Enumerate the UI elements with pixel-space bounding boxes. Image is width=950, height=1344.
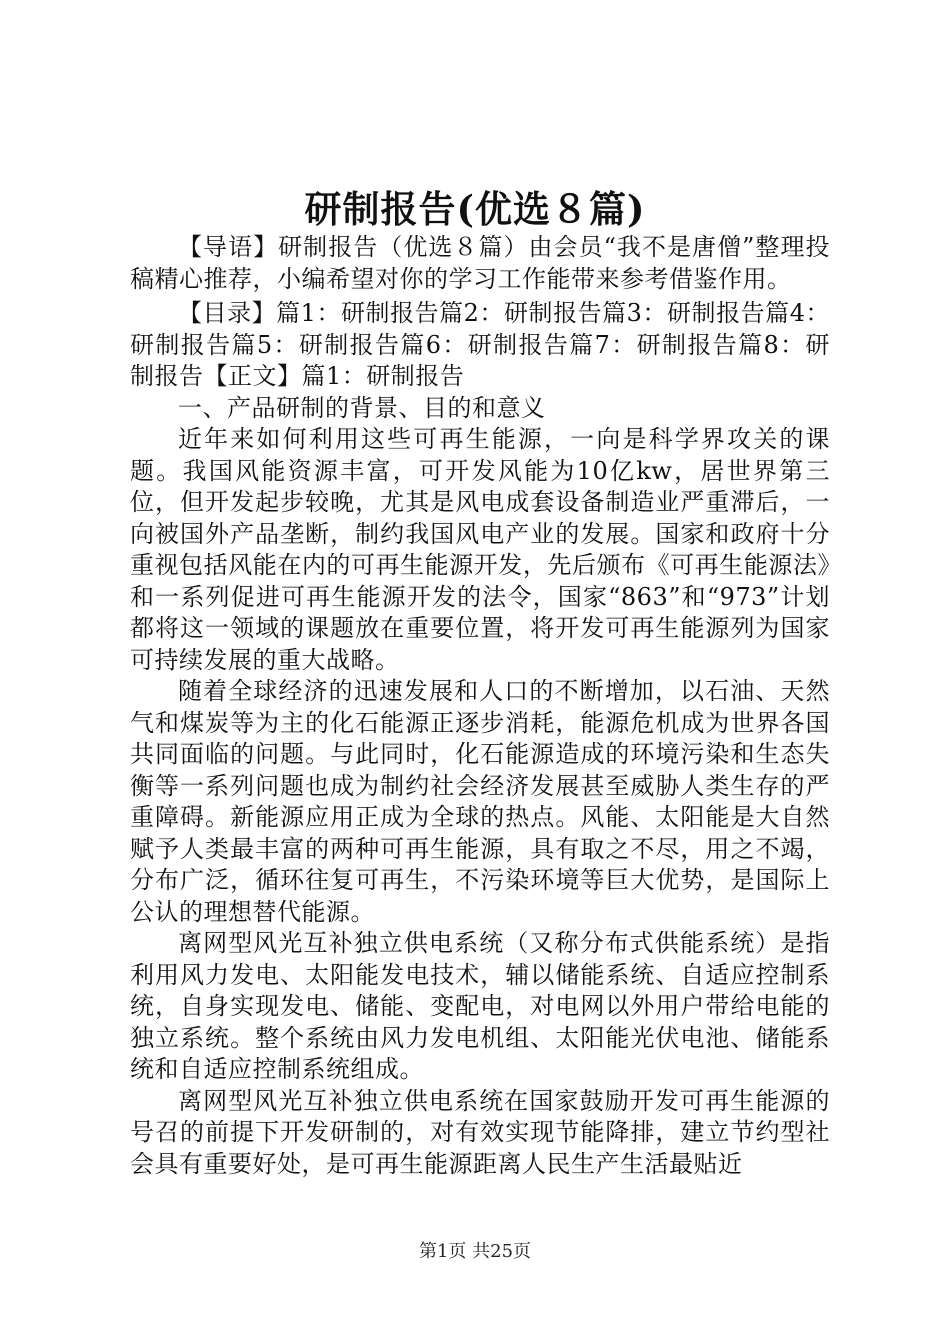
page-number: 第1页 共25页: [418, 1241, 532, 1262]
document-body: [130, 232, 830, 1180]
paragraph-body-3: 离网型风光互补独立供电系统（又称分布式供能系统）是指利用风力发电、太阳能发电技术，辅以储能系统、自适应控制系统，自身实现发电、储能、变配电，对电网以外用户带给电能的独立系统。整个系统由风力发电机组、太阳能光伏电池、储能系统和自适应控制系统组成。: [130, 929, 830, 1083]
paragraph-body-2: 随着全球经济的迅速发展和人口的不断增加，以石油、天然气和煤炭等为主的化石能源正逐步消耗，能源危机成为世界各国共同面临的问题。与此同时，化石能源造成的环境污染和生态失衡等一系列问题也成为制约社会经济发展甚至威胁人类生存的严重障碍。新能源应用正成为全球的热点。风能、太阳能是大自然赋予人类最丰富的两种可再生能源，具有取之不尽，用之不竭，分布广泛，循环往复可再生，不污染环境等巨大优势，是国际上公认的理想替代能源。: [130, 677, 830, 926]
paragraph-body-4: 离网型风光互补独立供电系统在国家鼓励开发可再生能源的号召的前提下开发研制的，对有效实现节能降排，建立节约型社会具有重要好处，是可再生能源距离人民生产生活最贴近: [130, 1086, 830, 1178]
document-title: 研制报告(优选８篇): [304, 187, 646, 231]
paragraph-intro: 【导语】研制报告（优选８篇）由会员“我不是唐僧”整理投稿精心推荐，小编希望对你的学习工作能带来参考借鉴作用。: [130, 233, 830, 293]
paragraph-toc: 【目录】篇1：研制报告篇2：研制报告篇3：研制报告篇4：研制报告篇5：研制报告篇6：研制报告篇7：研制报告篇8：研制报告【正文】篇1：研制报告: [130, 299, 830, 390]
paragraph-body-1: 近年来如何利用这些可再生能源，一向是科学界攻关的课题。我国风能资源丰富，可开发风能为10亿kw，居世界第三位，但开发起步较晚，尤其是风电成套设备制造业严重滞后，一向被国外产品垄断，制约我国风电产业的发展。国家和政府十分重视包括风能在内的可再生能源开发，先后颁布《可再生能源法》和一系列促进可再生能源开发的法令，国家“863”和“973”计划都将这一领域的课题放在重要位置，将开发可再生能源列为国家可持续发展的重大战略。: [130, 425, 830, 674]
section-heading: 一、产品研制的背景、目的和意义: [178, 393, 546, 422]
